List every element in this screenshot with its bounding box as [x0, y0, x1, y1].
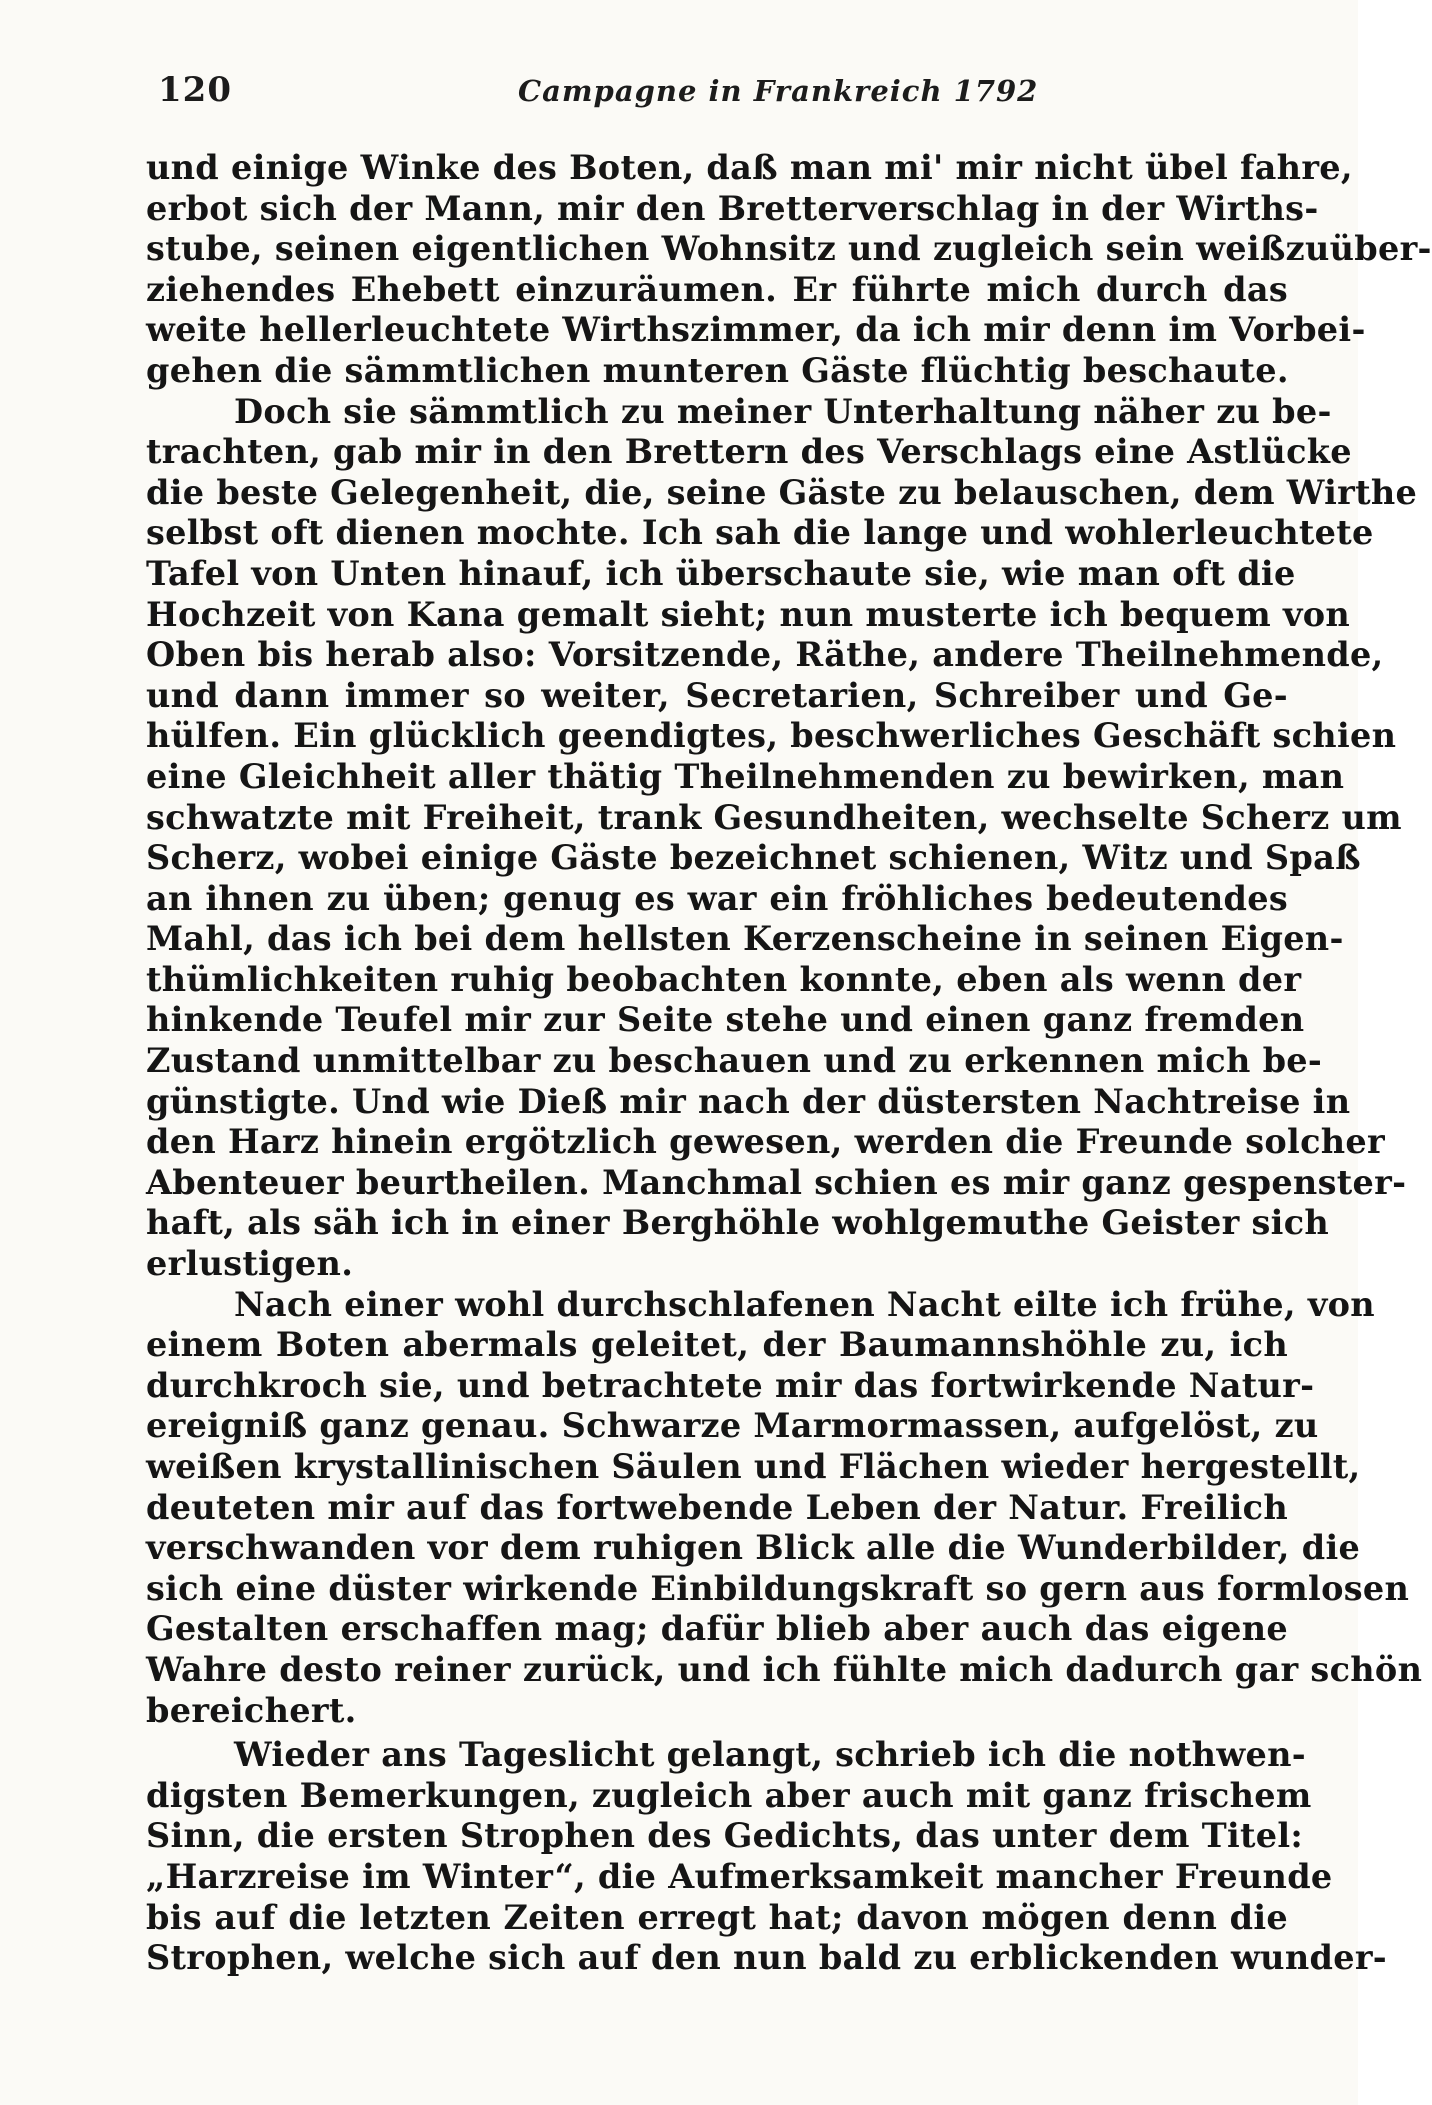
text-line: an ihnen zu üben; genug es war ein fröhliches bedeutendes	[146, 878, 1288, 918]
text-line: gehen die sämmtlichen munteren Gäste flüchtig beschaute.	[146, 350, 1289, 390]
paragraph-start-line: Wieder ans Tageslicht gelangt, schrieb ich die nothwen-	[234, 1735, 1306, 1775]
text-line: Zustand unmittelbar zu beschauen und zu erkennen mich be-	[146, 1041, 1323, 1081]
text-line: ziehendes Ehebett einzuräumen. Er führte mich durch das	[146, 269, 1288, 309]
text-line: stube, seinen eigentlichen Wohnsitz und zugleich sein weißzuüber-	[146, 229, 1432, 269]
text-line: bereichert.	[146, 1690, 357, 1730]
text-line: erlustigen.	[146, 1244, 354, 1284]
text-line: den Harz hinein ergötzlich gewesen, werden die Freunde solcher	[146, 1122, 1385, 1162]
text-line: Tafel von Unten hinauf, ich überschaute sie, wie man oft die	[146, 553, 1296, 593]
text-line: einem Boten abermals geleitet, der Baumannshöhle zu, ich	[146, 1325, 1288, 1365]
text-line: die beste Gelegenheit, die, seine Gäste zu belauschen, dem Wirthe	[146, 472, 1418, 512]
text-line: bis auf die letzten Zeiten erregt hat; davon mögen denn die	[146, 1897, 1288, 1937]
running-title: Campagne in Frankreich 1792	[518, 74, 1039, 108]
text-line: hülfen. Ein glücklich geendigtes, beschwerliches Geschäft schien	[146, 716, 1397, 756]
text-line: digsten Bemerkungen, zugleich aber auch mit ganz frischem	[146, 1775, 1312, 1815]
text-line: weite hellerleuchtete Wirthszimmer, da ich mir denn im Vorbei-	[146, 310, 1366, 350]
text-line: eine Gleichheit aller thätig Theilnehmenden zu bewirken, man	[146, 756, 1345, 796]
paragraph-start-line: Nach einer wohl durchschlafenen Nacht eilte ich frühe, von	[234, 1284, 1375, 1324]
paragraph-start-line: Doch sie sämmtlich zu meiner Unterhaltung näher zu be-	[234, 391, 1332, 431]
text-line: erbot sich der Mann, mir den Bretterverschlag in der Wirths-	[146, 188, 1319, 228]
text-line: Abenteuer beurtheilen. Manchmal schien es mir ganz gespenster-	[146, 1162, 1407, 1202]
text-line: günstigte. Und wie Dieß mir nach der düstersten Nachtreise in	[146, 1081, 1351, 1121]
text-line: Hochzeit von Kana gemalt sieht; nun musterte ich bequem von	[146, 594, 1351, 634]
text-line: sich eine düster wirkende Einbildungskraft so gern aus formlosen	[146, 1568, 1410, 1608]
body-text	[146, 148, 1432, 1979]
text-line: Mahl, das ich bei dem hellsten Kerzenscheine in seinen Eigen-	[146, 919, 1344, 959]
text-line: trachten, gab mir in den Brettern des Verschlags eine Astlücke	[146, 432, 1352, 472]
text-line: und dann immer so weiter, Secretarien, Schreiber und Ge-	[146, 675, 1288, 715]
text-line: Sinn, die ersten Strophen des Gedichts, das unter dem Titel:	[146, 1816, 1304, 1856]
text-line: Wahre desto reiner zurück, und ich fühlte mich dadurch gar schön	[146, 1649, 1423, 1689]
text-line: „Harzreise im Winter“, die Aufmerksamkeit mancher Freunde	[146, 1856, 1333, 1896]
text-line: Scherz, wobei einige Gäste bezeichnet schienen, Witz und Spaß	[146, 838, 1361, 878]
text-line: schwatzte mit Freiheit, trank Gesundheiten, wechselte Scherz um	[146, 797, 1402, 837]
text-line: thümlichkeiten ruhig beobachten konnte, eben als wenn der	[146, 959, 1302, 999]
text-line: und einige Winke des Boten, daß man mi' mir nicht übel fahre,	[146, 148, 1353, 187]
page-header	[158, 70, 1288, 120]
text-line: verschwanden vor dem ruhigen Blick alle die Wunderbilder, die	[146, 1528, 1361, 1568]
page-number: 120	[158, 70, 232, 110]
text-line: durchkroch sie, und betrachtete mir das fortwirkende Natur-	[146, 1365, 1315, 1405]
text-line: hinkende Teufel mir zur Seite stehe und einen ganz fremden	[146, 1000, 1305, 1040]
text-line: selbst oft dienen mochte. Ich sah die lange und wohlerleuchtete	[146, 513, 1374, 553]
text-line: deuteten mir auf das fortwebende Leben der Natur. Freilich	[146, 1487, 1288, 1527]
text-line: ereigniß ganz genau. Schwarze Marmormassen, aufgelöst, zu	[146, 1406, 1319, 1446]
text-line: Oben bis herab also: Vorsitzende, Räthe, andere Theilnehmende,	[146, 635, 1384, 675]
text-line: Gestalten erschaffen mag; dafür blieb aber auch das eigene	[146, 1609, 1288, 1649]
text-line: Strophen, welche sich auf den nun bald zu erblickenden wunder-	[146, 1938, 1387, 1978]
text-line: weißen krystallinischen Säulen und Flächen wieder hergestellt,	[146, 1447, 1361, 1486]
text-line: haft, als säh ich in einer Berghöhle wohlgemuthe Geister sich	[146, 1203, 1330, 1243]
